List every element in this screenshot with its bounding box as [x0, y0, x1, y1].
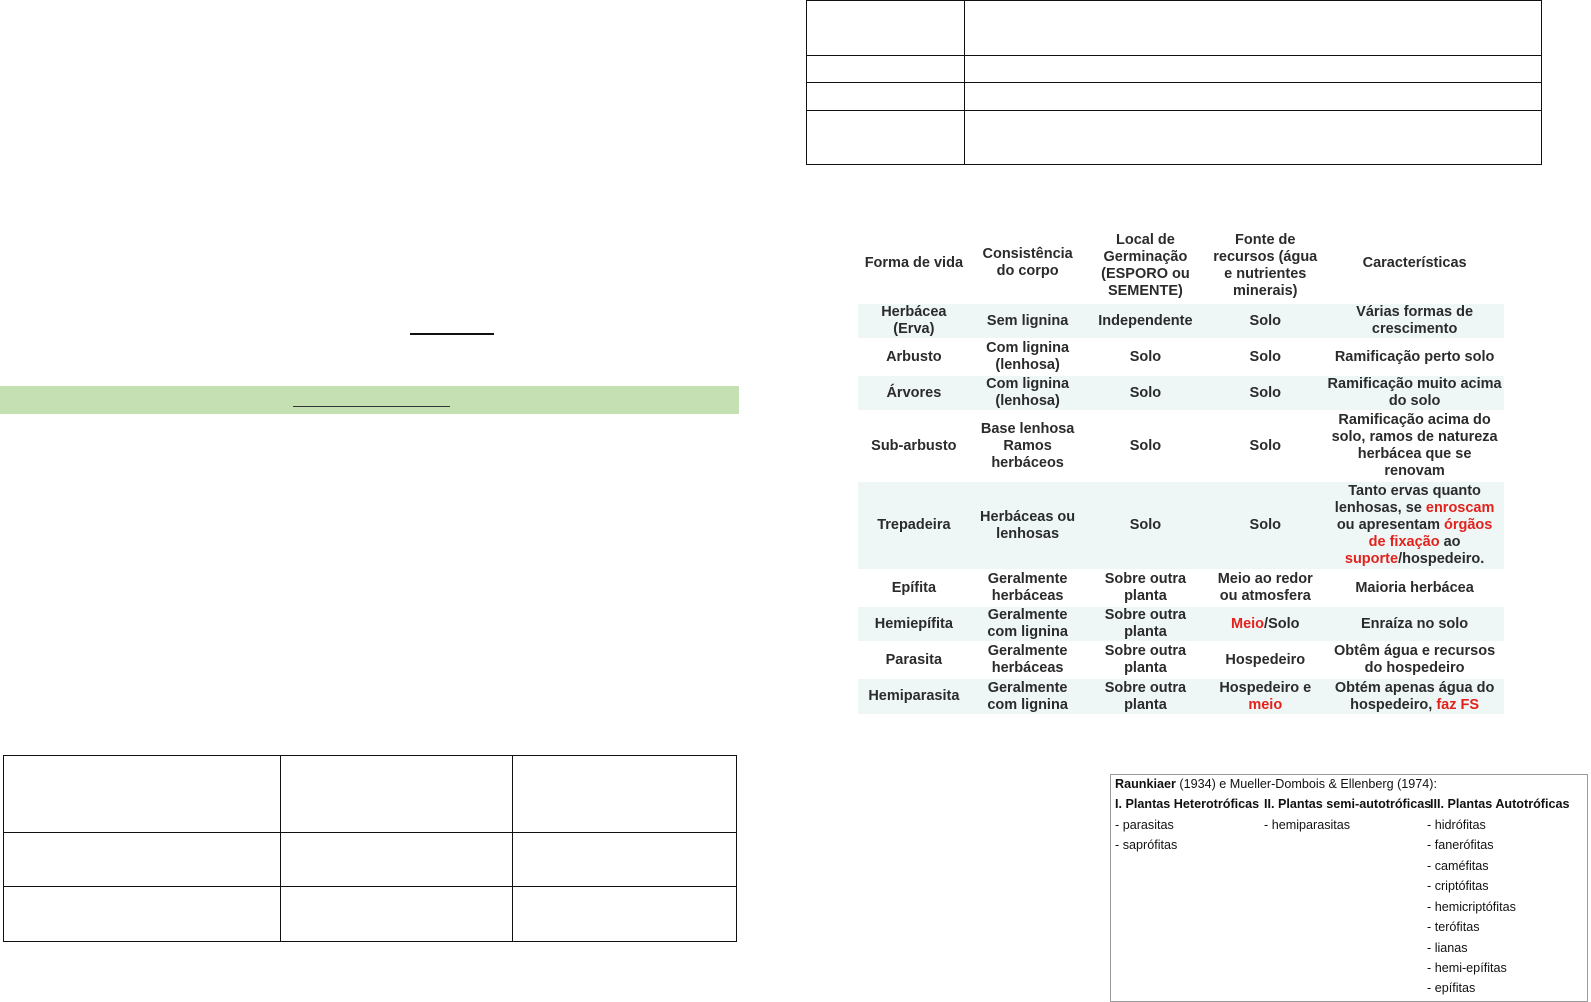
table-cell [965, 56, 1542, 83]
cell-consistencia: Geralmente com lignina [970, 678, 1086, 714]
table-cell [281, 756, 513, 833]
cell-fonte [1205, 606, 1325, 642]
table-cell [807, 1, 965, 56]
red-text-part: faz FS [1436, 696, 1480, 713]
cell-consistencia: Base lenhosa Ramos herbáceos [970, 411, 1086, 481]
life-form-table [858, 196, 1504, 714]
list-item: - saprófitas [1115, 838, 1178, 852]
cell-caracteristicas: Maioria herbácea [1325, 570, 1504, 606]
cell-fonte: Solo [1205, 411, 1325, 481]
list-item: - hidrófitas [1427, 818, 1486, 832]
cell-local: Independente [1086, 303, 1206, 339]
red-text-part: suporte [1344, 551, 1399, 567]
table-cell [4, 833, 281, 887]
header-fonte-recursos: Fonte de recursos (água e nutrientes minerais) [1213, 232, 1318, 299]
raunkiaer-classification-box [1110, 774, 1588, 1002]
cell-forma: Hemiparasita [858, 678, 970, 714]
cell-consistencia: Com lignina (lenhosa) [970, 339, 1086, 375]
cell-caracteristicas: Ramificação muito acima do solo [1325, 375, 1504, 411]
table-row [858, 642, 1504, 678]
red-text-part: meio [1248, 696, 1283, 713]
cell-consistencia: Geralmente herbáceas [970, 642, 1086, 678]
empty-table-top-right [806, 0, 1542, 165]
cell-caracteristicas: Ramificação acima do solo, ramos de natureza herbácea que se renovam [1325, 411, 1504, 481]
cell-local: Solo [1086, 375, 1206, 411]
cell-local: Solo [1086, 411, 1206, 481]
cell-forma: Hemiepífita [858, 606, 970, 642]
cell-fonte: Solo [1205, 481, 1325, 570]
cell-fonte: Solo [1205, 375, 1325, 411]
col2-header: II. Plantas semi-autotróficas [1264, 797, 1432, 811]
col3-header: III. Plantas Autotróficas [1430, 797, 1570, 811]
table-cell [807, 83, 965, 111]
table-cell [965, 1, 1542, 56]
text-part: ao [1439, 534, 1461, 550]
text-part: Tanto ervas quanto lenhosas, se [1334, 483, 1481, 516]
list-item: - parasitas [1115, 818, 1174, 832]
header-consistencia: Consistência do corpo [982, 246, 1073, 279]
cell-caracteristicas: Várias formas de crescimento [1325, 303, 1504, 339]
table-row [858, 606, 1504, 642]
header-local-germinacao: Local de Germinação (ESPORO ou SEMENTE) [1101, 232, 1190, 299]
red-text-part: Meio [1231, 615, 1265, 632]
cell-consistencia: Com lignina (lenhosa) [970, 375, 1086, 411]
col1-header: I. Plantas Heterotróficas [1115, 797, 1260, 811]
text-part: Obtém apenas água do hospedeiro, [1334, 679, 1495, 713]
table-cell [965, 111, 1542, 165]
table-row [858, 481, 1504, 570]
reference-text: (1934) e Mueller-Dombois & Ellenberg (1974): [1175, 777, 1437, 791]
red-text-part: enroscam [1425, 500, 1495, 516]
table-cell [965, 83, 1542, 111]
underline-rule [410, 333, 494, 335]
empty-table-left [3, 755, 737, 942]
table-cell [4, 756, 281, 833]
cell-forma: Árvores [858, 375, 970, 411]
cell-fonte: Solo [1205, 303, 1325, 339]
cell-fonte [1205, 678, 1325, 714]
cell-local: Solo [1086, 481, 1206, 570]
list-item: - caméfitas [1427, 859, 1489, 873]
table-row [858, 570, 1504, 606]
reference-author: Raunkiaer [1115, 777, 1176, 791]
cell-forma: Arbusto [858, 339, 970, 375]
table-cell [281, 887, 513, 942]
cell-local: Solo [1086, 339, 1206, 375]
text-part: /hospedeiro. [1398, 551, 1485, 567]
red-text-part: órgãos de fixação [1368, 517, 1493, 550]
cell-local: Sobre outra planta [1086, 678, 1206, 714]
cell-consistencia: Herbáceas ou lenhosas [970, 481, 1086, 570]
cell-fonte: Meio ao redor ou atmosfera [1205, 570, 1325, 606]
cell-local: Sobre outra planta [1086, 570, 1206, 606]
cell-fonte: Hospedeiro [1205, 642, 1325, 678]
list-item: - lianas [1427, 941, 1468, 955]
cell-local: Sobre outra planta [1086, 606, 1206, 642]
list-item: - hemi-epífitas [1427, 961, 1507, 975]
cell-forma: Herbácea (Erva) [858, 303, 970, 339]
cell-forma: Sub-arbusto [858, 411, 970, 481]
table-cell [513, 756, 737, 833]
list-item: - epífitas [1427, 981, 1476, 995]
table-row [858, 411, 1504, 481]
table-cell [513, 887, 737, 942]
text-part: /Solo [1264, 615, 1300, 632]
cell-caracteristicas: Ramificação perto solo [1325, 339, 1504, 375]
cell-consistencia: Geralmente herbáceas [970, 570, 1086, 606]
cell-consistencia: Sem lignina [970, 303, 1086, 339]
table-row [858, 303, 1504, 339]
text-part: Hospedeiro e [1219, 679, 1312, 696]
cell-caracteristicas: Enraíza no solo [1325, 606, 1504, 642]
highlighted-heading-band [0, 386, 739, 414]
cell-local: Sobre outra planta [1086, 642, 1206, 678]
cell-forma: Epífita [858, 570, 970, 606]
cell-consistencia: Geralmente com lignina [970, 606, 1086, 642]
list-item: - hemicriptófitas [1427, 900, 1516, 914]
cell-caracteristicas [1325, 481, 1504, 570]
table-cell [807, 56, 965, 83]
text-part: ou apresentam [1336, 517, 1444, 533]
list-item: - criptófitas [1427, 879, 1489, 893]
heading-underline [293, 406, 450, 407]
table-cell [4, 887, 281, 942]
list-item: - terófitas [1427, 920, 1480, 934]
table-cell [807, 111, 965, 165]
header-caracteristicas: Características [1362, 254, 1467, 271]
cell-caracteristicas [1325, 678, 1504, 714]
list-item: - fanerófitas [1427, 838, 1494, 852]
cell-forma: Parasita [858, 642, 970, 678]
table-cell [513, 833, 737, 887]
table-cell [281, 833, 513, 887]
table-row [858, 678, 1504, 714]
cell-fonte: Solo [1205, 339, 1325, 375]
cell-forma: Trepadeira [858, 481, 970, 570]
header-forma-de-vida: Forma de vida [864, 254, 964, 271]
table-row [858, 339, 1504, 375]
list-item: - hemiparasitas [1264, 818, 1351, 832]
reference-line [1115, 777, 1437, 791]
cell-caracteristicas: Obtêm água e recursos do hospedeiro [1325, 642, 1504, 678]
table-row [858, 375, 1504, 411]
